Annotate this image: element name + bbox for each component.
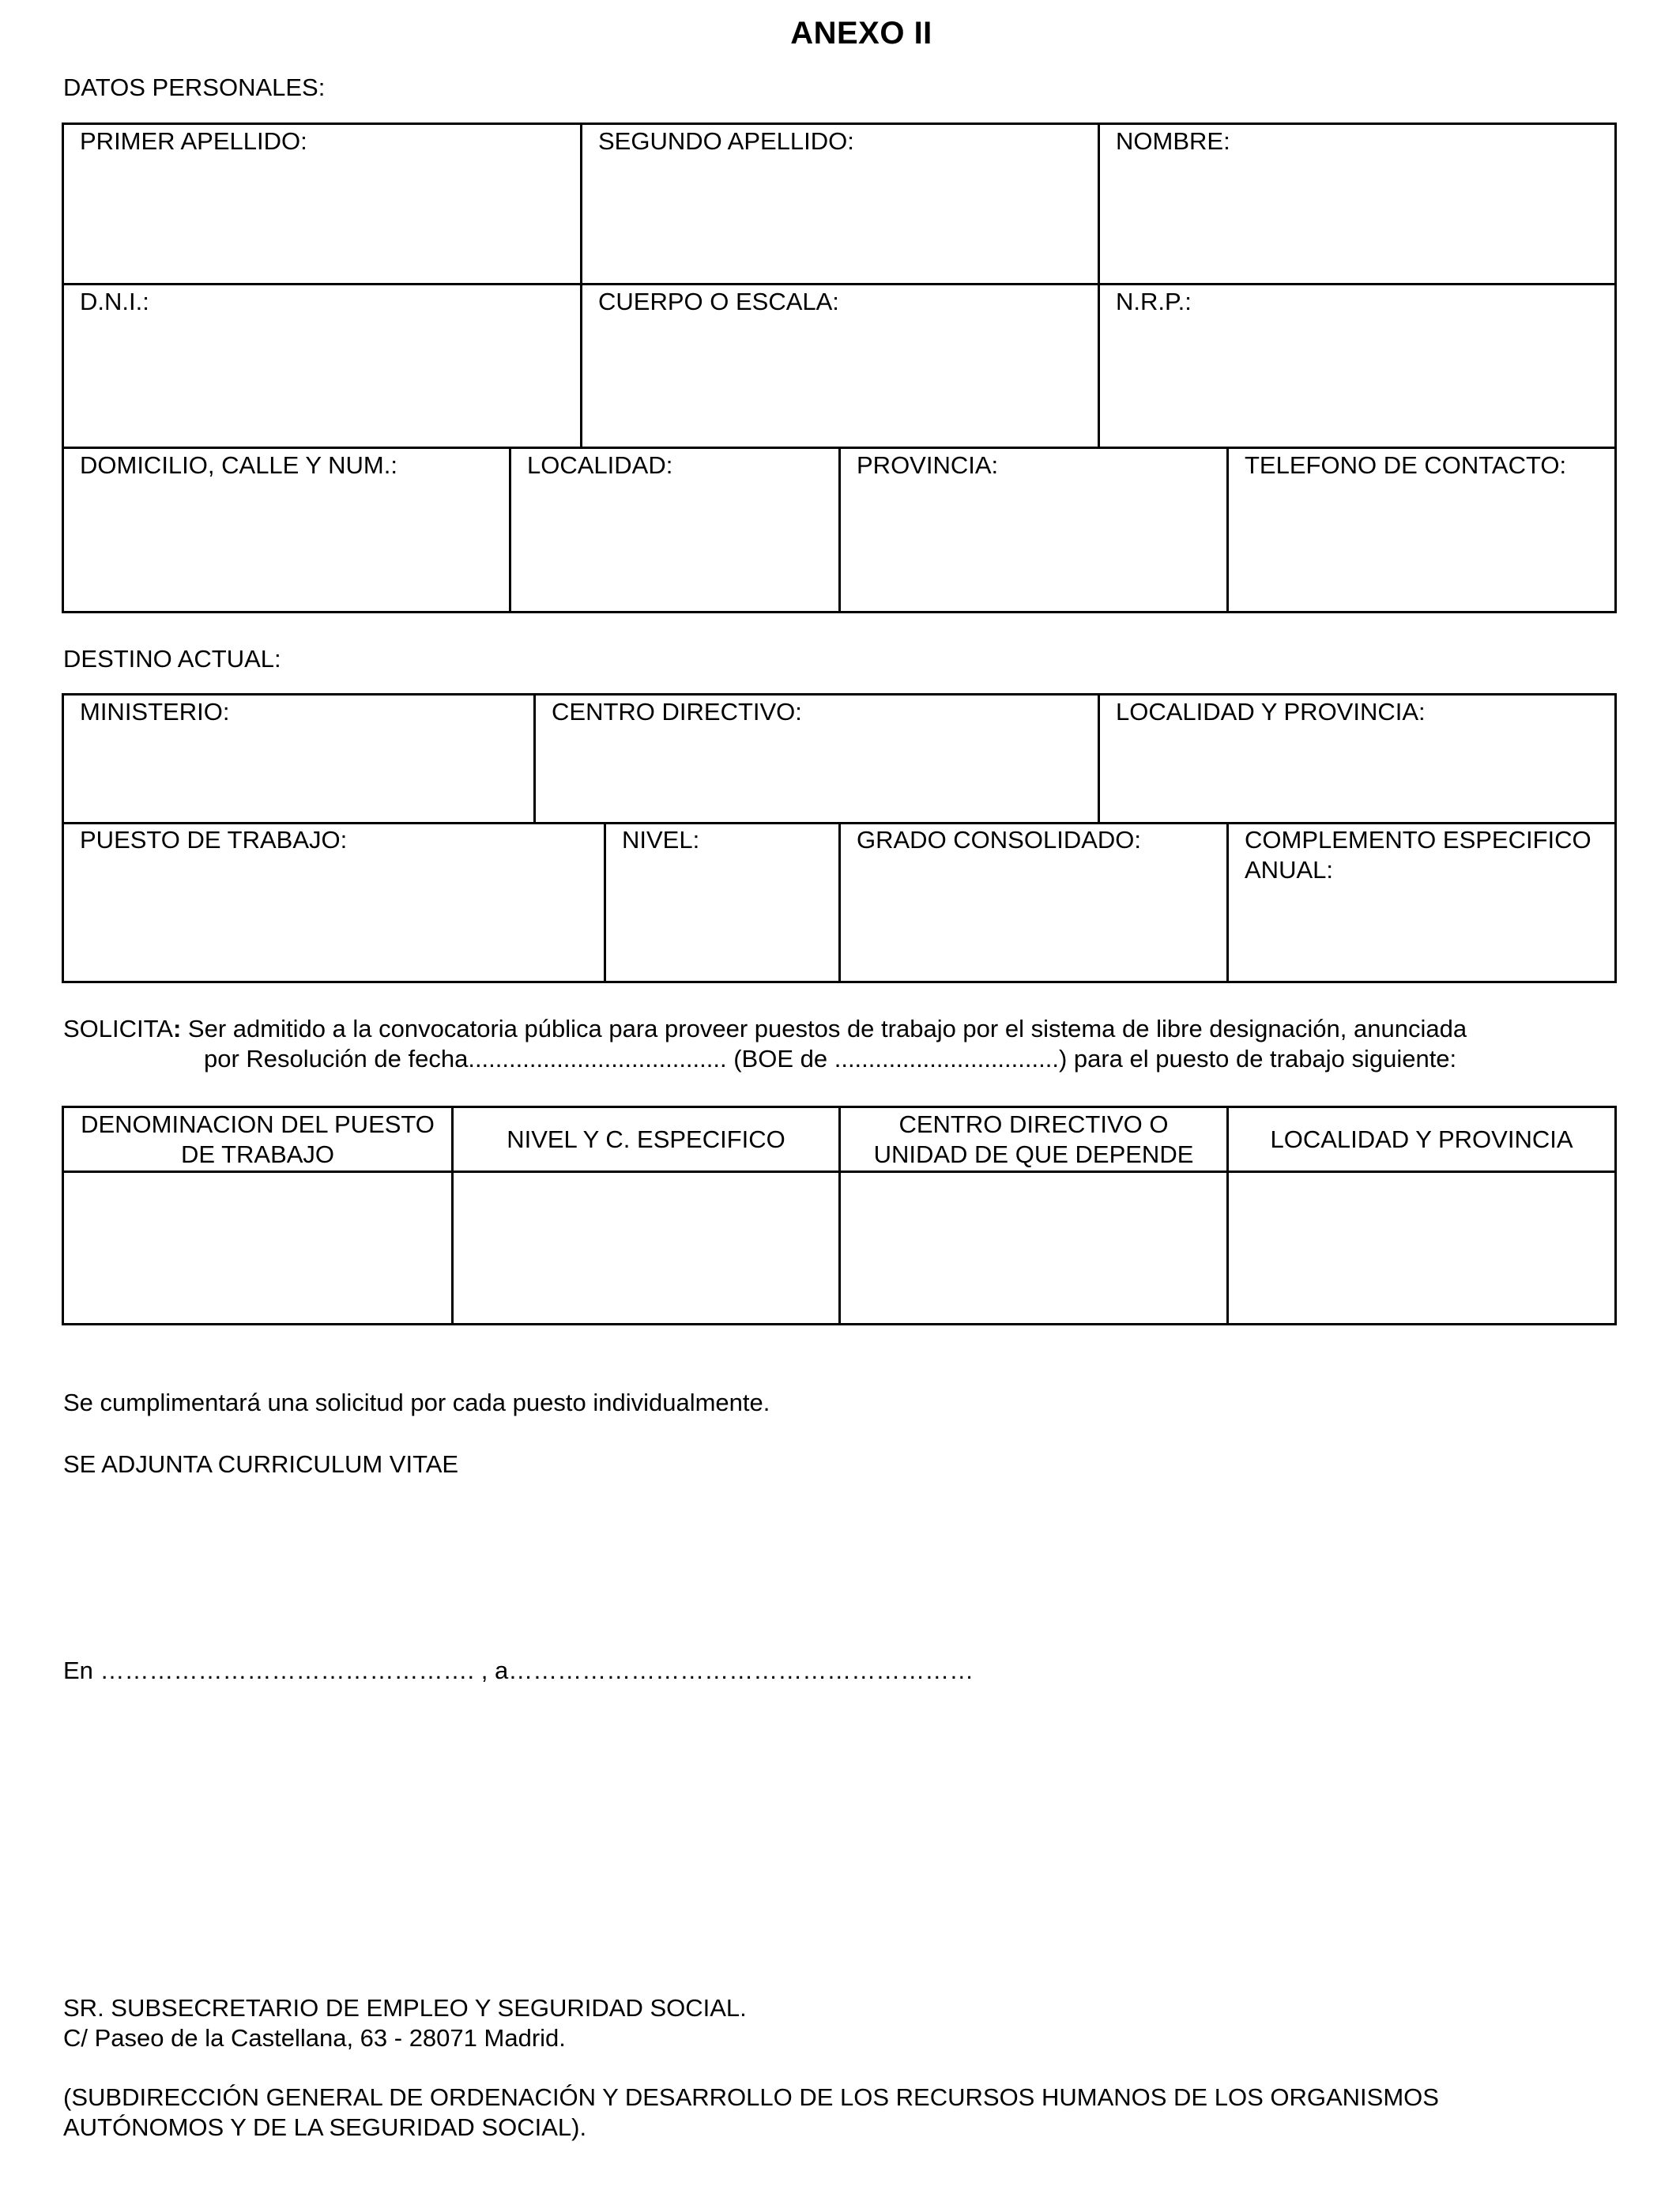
addressee-line-4: AUTÓNOMOS Y DE LA SEGURIDAD SOCIAL). — [63, 2113, 587, 2141]
adjunta-text: SE ADJUNTA CURRICULUM VITAE — [63, 1450, 459, 1478]
solicita-text: Ser admitido a la convocatoria pública para proveer puestos de trabajo por el sistema de libre designación, anunciada — [181, 1015, 1467, 1042]
nrp-field[interactable]: N.R.P.: — [1116, 288, 1192, 315]
grado-consolidado-field[interactable]: GRADO CONSOLIDADO: — [857, 826, 1141, 854]
nivel-field[interactable]: NIVEL: — [622, 826, 700, 854]
col-divider — [580, 125, 582, 449]
solicita-colon: : — [172, 1015, 182, 1042]
page-title: ANEXO II — [790, 16, 932, 51]
telefono-field[interactable]: TELEFONO DE CONTACTO: — [1245, 451, 1567, 479]
destino-actual-heading: DESTINO ACTUAL: — [63, 645, 281, 673]
primer-apellido-field[interactable]: PRIMER APELLIDO: — [80, 127, 307, 155]
table-cell-denominacion[interactable] — [64, 1173, 451, 1323]
puesto-trabajo-field[interactable]: PUESTO DE TRABAJO: — [80, 826, 348, 854]
col-divider — [838, 447, 841, 613]
table-header-nivel: NIVEL Y C. ESPECIFICO — [507, 1125, 785, 1153]
col-divider — [1098, 696, 1100, 824]
table-header-denominacion: DENOMINACION DEL PUESTO DE TRABAJO — [81, 1110, 435, 1168]
col-divider — [1226, 822, 1229, 983]
table-header-localidad: LOCALIDAD Y PROVINCIA — [1270, 1125, 1573, 1153]
destino-actual-box — [62, 693, 1617, 983]
addressee-line-3: (SUBDIRECCIÓN GENERAL DE ORDENACIÓN Y DESARROLLO DE LOS RECURSOS HUMANOS DE LOS ORGANISMOS — [63, 2083, 1439, 2111]
note-text: Se cumplimentará una solicitud por cada puesto individualmente. — [63, 1389, 770, 1416]
segundo-apellido-field[interactable]: SEGUNDO APELLIDO: — [598, 127, 854, 155]
domicilio-field[interactable]: DOMICILIO, CALLE Y NUM.: — [80, 451, 397, 479]
col-divider — [604, 822, 606, 983]
place-date-line[interactable]: En ………………………………………. , a………………………………………………… — [63, 1657, 974, 1684]
table-cell-nivel[interactable] — [454, 1173, 838, 1323]
provincia-field[interactable]: PROVINCIA: — [857, 451, 999, 479]
table-cell-localidad[interactable] — [1229, 1173, 1614, 1323]
table-header-centro: CENTRO DIRECTIVO O UNIDAD DE QUE DEPENDE — [873, 1110, 1194, 1168]
complemento-especifico-field[interactable]: COMPLEMENTO ESPECIFICO ANUAL: — [1245, 826, 1591, 884]
col-divider — [1098, 125, 1100, 449]
solicita-line-2: por Resolución de fecha...................................... (BOE de .................................) para el puesto de trabajo siguiente: — [204, 1045, 1457, 1072]
localidad-field[interactable]: LOCALIDAD: — [527, 451, 673, 479]
row-divider — [64, 283, 1614, 285]
centro-directivo-field[interactable]: CENTRO DIRECTIVO: — [552, 698, 802, 726]
table-cell-centro[interactable] — [841, 1173, 1226, 1323]
col-divider — [509, 447, 511, 613]
localidad-provincia-field[interactable]: LOCALIDAD Y PROVINCIA: — [1116, 698, 1426, 726]
ministerio-field[interactable]: MINISTERIO: — [80, 698, 230, 726]
cuerpo-escala-field[interactable]: CUERPO O ESCALA: — [598, 288, 839, 315]
addressee-line-1: SR. SUBSECRETARIO DE EMPLEO Y SEGURIDAD SOCIAL. — [63, 1994, 747, 2022]
col-divider — [1226, 447, 1229, 613]
solicita-line-1 — [63, 1014, 1467, 1044]
col-divider — [838, 822, 841, 983]
datos-personales-heading: DATOS PERSONALES: — [63, 74, 326, 101]
col-divider — [533, 696, 536, 824]
datos-personales-box — [62, 123, 1617, 613]
puesto-table — [62, 1106, 1617, 1325]
solicita-label: SOLICITA — [63, 1015, 173, 1042]
addressee-line-2: C/ Paseo de la Castellana, 63 - 28071 Madrid. — [63, 2024, 566, 2052]
nombre-field[interactable]: NOMBRE: — [1116, 127, 1230, 155]
dni-field[interactable]: D.N.I.: — [80, 288, 149, 315]
